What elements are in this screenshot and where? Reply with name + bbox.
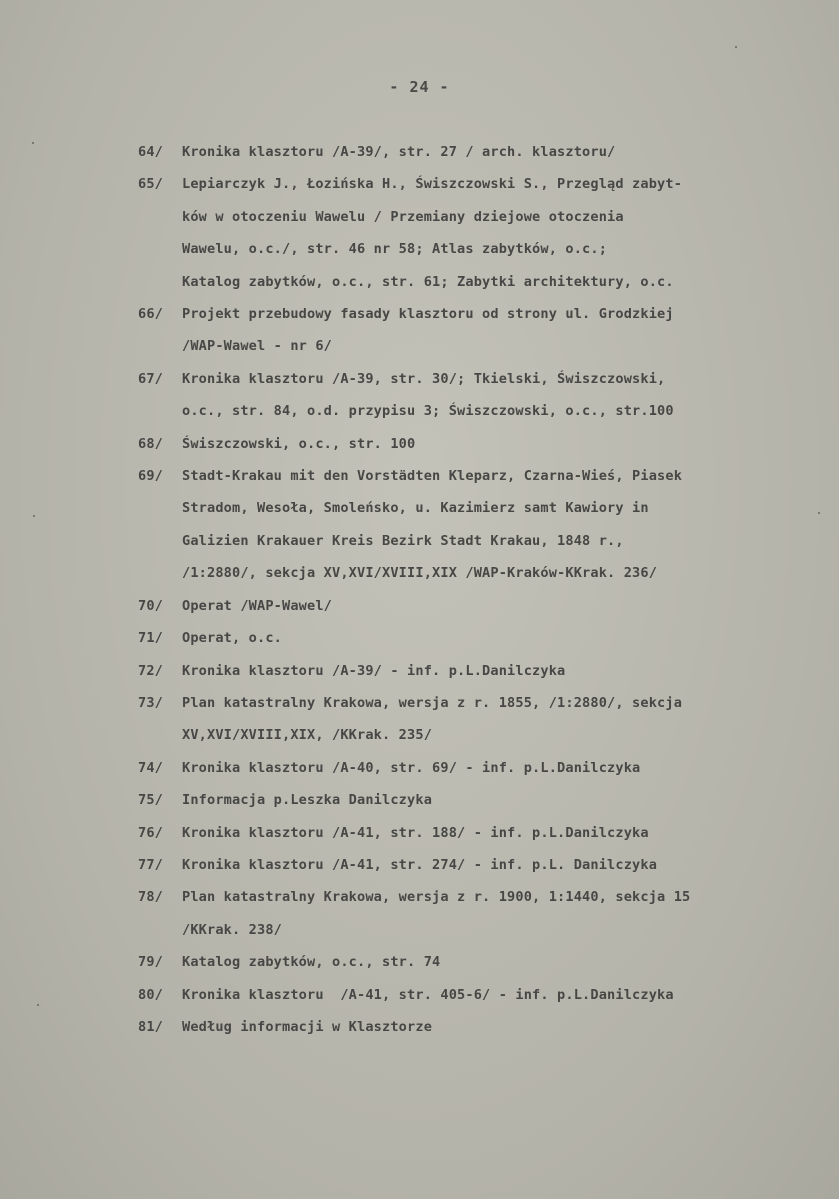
footnote-entry bbox=[138, 460, 828, 590]
footnote-line: o.c., str. 84, o.d. przypisu 3; Świszczowski, o.c., str.100 bbox=[182, 403, 674, 420]
footnote-line: Stadt-Krakau mit den Vorstädten Kleparz, Czarna-Wieś, Piasek bbox=[182, 468, 683, 485]
footnote-text bbox=[182, 363, 828, 428]
footnote-text bbox=[182, 1011, 828, 1043]
footnote-line: Według informacji w Klasztorze bbox=[182, 1018, 433, 1035]
footnote-entry bbox=[138, 622, 828, 654]
footnote-text bbox=[182, 752, 828, 784]
footnote-number: 81/ bbox=[138, 1018, 164, 1035]
footnote-text bbox=[182, 460, 828, 590]
footnote-number: 65/ bbox=[138, 176, 164, 193]
footnote-number: 74/ bbox=[138, 759, 164, 776]
footnote-entry bbox=[138, 784, 828, 816]
footnote-text bbox=[182, 136, 828, 168]
footnote-line: Katalog zabytków, o.c., str. 74 bbox=[182, 954, 441, 971]
footnote-number: 64/ bbox=[138, 144, 164, 160]
footnote-entry bbox=[138, 1011, 828, 1043]
footnote-line: Kronika klasztoru /A-39, str. 30/; Tkielski, Świszczowski, bbox=[182, 370, 666, 387]
footnote-line: Informacja p.Leszka Danilczyka bbox=[182, 792, 433, 809]
footnote-line: /1:2880/, sekcja XV,XVI/XVIII,XIX /WAP-Kraków-KKrak. 236/ bbox=[182, 565, 658, 582]
footnote-entry bbox=[138, 428, 828, 460]
footnote-line: Kronika klasztoru /A-39/ - inf. p.L.Danilczyka bbox=[182, 662, 566, 679]
footnote-number: 67/ bbox=[138, 370, 164, 387]
footnote-text bbox=[182, 881, 828, 946]
footnote-number: 75/ bbox=[138, 792, 164, 809]
footnote-entry bbox=[138, 590, 828, 622]
footnote-line: Kronika klasztoru /A-41, str. 274/ - inf. p.L. Danilczyka bbox=[182, 856, 658, 873]
footnote-number: 79/ bbox=[138, 954, 164, 971]
footnote-line: Galizien Krakauer Kreis Bezirk Stadt Krakau, 1848 r., bbox=[182, 532, 624, 549]
paper-speck bbox=[735, 46, 737, 48]
footnote-text bbox=[182, 168, 828, 298]
footnote-line: Wawelu, o.c./, str. 46 nr 58; Atlas zabytków, o.c.; bbox=[182, 241, 608, 258]
footnote-entry bbox=[138, 363, 828, 428]
footnote-number: 80/ bbox=[138, 986, 164, 1003]
footnote-entry bbox=[138, 298, 828, 363]
paper-speck bbox=[32, 142, 34, 144]
footnote-text bbox=[182, 687, 828, 752]
footnote-entry bbox=[138, 687, 828, 752]
footnote-number: 72/ bbox=[138, 662, 164, 679]
footnote-number: 71/ bbox=[138, 630, 164, 647]
footnote-number: 76/ bbox=[138, 824, 164, 841]
footnote-number: 66/ bbox=[138, 306, 164, 323]
footnote-text bbox=[182, 655, 828, 687]
paper-speck bbox=[37, 1004, 39, 1006]
footnote-text bbox=[182, 849, 828, 881]
paper-speck bbox=[33, 515, 35, 517]
footnote-entry bbox=[138, 881, 828, 946]
footnote-line: Kronika klasztoru /A-40, str. 69/ - inf. p.L.Danilczyka bbox=[182, 759, 641, 776]
footnote-list bbox=[138, 136, 828, 1043]
footnote-entry bbox=[138, 946, 828, 978]
footnote-line: Plan katastralny Krakowa, wersja z r. 1900, 1:1440, sekcja 15 bbox=[182, 889, 691, 906]
footnote-line: Projekt przebudowy fasady klasztoru od strony ul. Grodzkiej bbox=[182, 306, 674, 323]
footnote-line: /WAP-Wawel - nr 6/ bbox=[182, 338, 333, 355]
footnote-entry bbox=[138, 752, 828, 784]
footnote-entry bbox=[138, 136, 828, 168]
footnote-line: Katalog zabytków, o.c., str. 61; Zabytki architektury, o.c. bbox=[182, 273, 674, 290]
footnote-number: 78/ bbox=[138, 889, 164, 906]
page-number: - 24 - bbox=[389, 78, 450, 96]
footnote-line: Operat /WAP-Wawel/ bbox=[182, 597, 333, 614]
footnote-text bbox=[182, 979, 828, 1011]
footnote-line: Świszczowski, o.c., str. 100 bbox=[182, 435, 416, 452]
footnote-line: XV,XVI/XVIII,XIX, /KKrak. 235/ bbox=[182, 727, 433, 744]
footnote-text bbox=[182, 946, 828, 978]
footnote-line: Kronika klasztoru /A-41, str. 405-6/ - inf. p.L.Danilczyka bbox=[182, 986, 674, 1003]
footnote-line: Operat, o.c. bbox=[182, 630, 283, 647]
footnote-text bbox=[182, 622, 828, 654]
footnote-number: 70/ bbox=[138, 597, 164, 614]
footnote-number: 77/ bbox=[138, 856, 164, 873]
footnote-entry bbox=[138, 655, 828, 687]
footnote-text bbox=[182, 298, 828, 363]
footnote-entry bbox=[138, 168, 828, 298]
footnote-entry bbox=[138, 817, 828, 849]
footnote-entry bbox=[138, 849, 828, 881]
footnote-number: 73/ bbox=[138, 694, 164, 711]
footnote-line: ków w otoczeniu Wawelu / Przemiany dziejowe otoczenia bbox=[182, 208, 624, 225]
footnote-line: /KKrak. 238/ bbox=[182, 921, 283, 938]
footnote-line: Stradom, Wesoła, Smoleńsko, u. Kazimierz samt Kawiory in bbox=[182, 500, 649, 517]
footnote-line: Lepiarczyk J., Łozińska H., Świszczowski S., Przegląd zabyt- bbox=[182, 176, 683, 193]
footnote-text bbox=[182, 590, 828, 622]
footnote-line: Kronika klasztoru /A-41, str. 188/ - inf. p.L.Danilczyka bbox=[182, 824, 649, 841]
footnote-line: Kronika klasztoru /A-39/, str. 27 / arch. klasztoru/ bbox=[182, 144, 616, 160]
footnote-text bbox=[182, 428, 828, 460]
footnote-number: 68/ bbox=[138, 435, 164, 452]
footnote-text bbox=[182, 817, 828, 849]
footnote-entry bbox=[138, 979, 828, 1011]
footnote-line: Plan katastralny Krakowa, wersja z r. 1855, /1:2880/, sekcja bbox=[182, 694, 683, 711]
footnote-number: 69/ bbox=[138, 468, 164, 485]
paper-speck bbox=[818, 512, 820, 514]
footnote-text bbox=[182, 784, 828, 816]
